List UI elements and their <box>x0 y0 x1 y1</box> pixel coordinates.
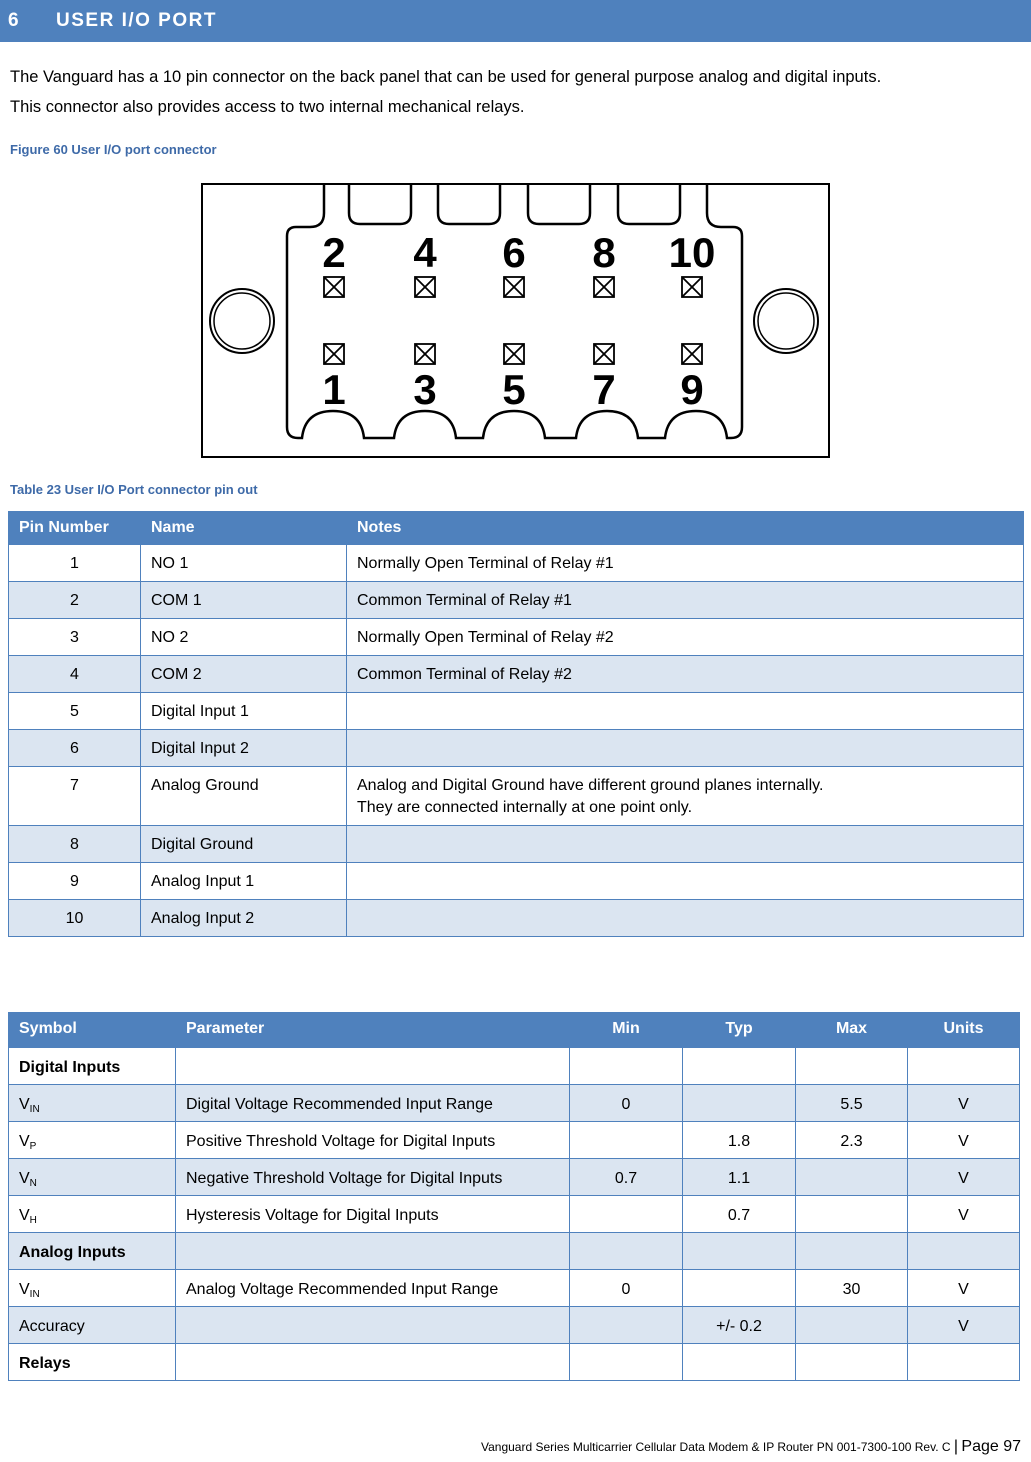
symbol-cell <box>9 1121 176 1158</box>
note-line: Normally Open Terminal of Relay #1 <box>357 555 614 572</box>
pin-table-row <box>9 619 1024 656</box>
pin-notes-cell <box>347 619 1024 656</box>
pin-number-cell: 6 <box>9 730 141 767</box>
min-cell <box>570 1306 683 1343</box>
spec-table-header-row <box>9 1013 1020 1047</box>
pin-table-header-row <box>9 512 1024 545</box>
header-name: Name <box>141 512 347 545</box>
empty-cell <box>570 1343 683 1380</box>
pin-number-cell: 4 <box>9 656 141 693</box>
empty-cell <box>176 1232 570 1269</box>
header-max: Max <box>796 1013 908 1047</box>
pin-number-cell: 5 <box>9 693 141 730</box>
pin-label-4: 4 <box>413 229 437 276</box>
symbol-text: V <box>19 1169 30 1187</box>
min-cell <box>570 1195 683 1232</box>
spec-table-row <box>9 1269 1020 1306</box>
empty-cell <box>908 1047 1020 1085</box>
pin-number-cell: 9 <box>9 863 141 900</box>
pin-table-row <box>9 582 1024 619</box>
spec-table-row <box>9 1084 1020 1121</box>
header-symbol: Symbol <box>9 1013 176 1047</box>
pin-notes-cell <box>347 900 1024 937</box>
header-units: Units <box>908 1013 1020 1047</box>
empty-cell <box>176 1343 570 1380</box>
typ-cell <box>683 1269 796 1306</box>
units-cell: V <box>908 1306 1020 1343</box>
max-cell: 5.5 <box>796 1084 908 1121</box>
header-parameter: Parameter <box>176 1013 570 1047</box>
pin-notes-cell <box>347 767 1024 826</box>
spec-group-row <box>9 1343 1020 1380</box>
typ-cell: 1.1 <box>683 1158 796 1195</box>
pin-number-cell: 1 <box>9 545 141 582</box>
figure-caption: Figure 60 User I/O port connector <box>10 142 217 157</box>
typ-cell: 1.8 <box>683 1121 796 1158</box>
pin-label-5: 5 <box>502 366 526 413</box>
symbol-subscript: P <box>29 1140 37 1152</box>
symbol-cell <box>9 1158 176 1195</box>
section-heading <box>0 0 1031 42</box>
parameter-cell: Digital Voltage Recommended Input Range <box>176 1084 570 1121</box>
pin-label-2: 2 <box>322 229 346 276</box>
spec-group-row <box>9 1232 1020 1269</box>
intro-paragraph <box>10 62 1025 122</box>
intro-line-1: The Vanguard has a 10 pin connector on the back panel that can be used for general purpose analog and digital inputs. <box>10 68 882 86</box>
empty-cell <box>796 1343 908 1380</box>
units-cell: V <box>908 1121 1020 1158</box>
header-min: Min <box>570 1013 683 1047</box>
spec-group-row <box>9 1047 1020 1085</box>
note-line: They are connected internally at one point only. <box>357 799 693 816</box>
empty-cell <box>570 1232 683 1269</box>
min-cell <box>570 1121 683 1158</box>
note-line: Common Terminal of Relay #2 <box>357 666 572 683</box>
connector-diagram <box>201 183 830 458</box>
pin-name-cell: COM 1 <box>141 582 347 619</box>
pin-label-1: 1 <box>322 366 346 413</box>
note-line: Normally Open Terminal of Relay #2 <box>357 629 614 646</box>
parameter-cell: Analog Voltage Recommended Input Range <box>176 1269 570 1306</box>
symbol-cell <box>9 1195 176 1232</box>
pin-notes-cell <box>347 545 1024 582</box>
group-label: Digital Inputs <box>9 1047 176 1085</box>
pin-notes-cell <box>347 730 1024 767</box>
max-cell <box>796 1158 908 1195</box>
pin-table-row <box>9 826 1024 863</box>
pin-notes-cell <box>347 863 1024 900</box>
group-label: Analog Inputs <box>9 1232 176 1269</box>
section-title: USER I/O PORT <box>56 10 217 31</box>
spec-table <box>8 1012 1020 1381</box>
pin-name-cell: COM 2 <box>141 656 347 693</box>
empty-cell <box>176 1047 570 1085</box>
empty-cell <box>796 1232 908 1269</box>
note-line: Common Terminal of Relay #1 <box>357 592 572 609</box>
empty-cell <box>683 1343 796 1380</box>
empty-cell <box>570 1047 683 1085</box>
min-cell: 0 <box>570 1084 683 1121</box>
pin-notes-cell <box>347 826 1024 863</box>
pin-table-row <box>9 545 1024 582</box>
page-number: Page 97 <box>961 1438 1021 1455</box>
pin-name-cell: Analog Input 1 <box>141 863 347 900</box>
pin-table-row <box>9 900 1024 937</box>
typ-cell: +/- 0.2 <box>683 1306 796 1343</box>
typ-cell: 0.7 <box>683 1195 796 1232</box>
connector-outer-frame <box>202 184 829 457</box>
max-cell <box>796 1306 908 1343</box>
pin-label-10: 10 <box>668 229 716 276</box>
parameter-cell <box>176 1306 570 1343</box>
header-notes: Notes <box>347 512 1024 545</box>
pin-number-cell: 2 <box>9 582 141 619</box>
pin-notes-cell <box>347 582 1024 619</box>
pin-label-8: 8 <box>592 229 616 276</box>
footer-document-title: Vanguard Series Multicarrier Cellular Data Modem & IP Router PN 001-7300-100 Rev. C <box>481 1440 951 1454</box>
pin-notes-cell <box>347 656 1024 693</box>
min-cell: 0 <box>570 1269 683 1306</box>
header-typ: Typ <box>683 1013 796 1047</box>
pin-name-cell: NO 2 <box>141 619 347 656</box>
footer-separator: | <box>953 1438 959 1455</box>
symbol-subscript: N <box>29 1177 37 1189</box>
pin-name-cell: Analog Input 2 <box>141 900 347 937</box>
intro-line-2: This connector also provides access to two internal mechanical relays. <box>10 98 525 116</box>
pin-label-3: 3 <box>413 366 437 413</box>
parameter-cell: Negative Threshold Voltage for Digital Inputs <box>176 1158 570 1195</box>
symbol-subscript: IN <box>29 1103 40 1115</box>
symbol-subscript: IN <box>29 1288 40 1300</box>
section-number: 6 <box>8 10 21 31</box>
pin-number-cell: 8 <box>9 826 141 863</box>
pin-label-7: 7 <box>592 366 616 413</box>
group-label: Relays <box>9 1343 176 1380</box>
max-cell: 30 <box>796 1269 908 1306</box>
typ-cell <box>683 1084 796 1121</box>
pin-number-cell: 3 <box>9 619 141 656</box>
spec-table-row <box>9 1158 1020 1195</box>
pin-table-row <box>9 863 1024 900</box>
symbol-text: V <box>19 1280 30 1298</box>
spec-table-row <box>9 1195 1020 1232</box>
symbol-text: V <box>19 1206 30 1224</box>
max-cell <box>796 1195 908 1232</box>
symbol-cell <box>9 1269 176 1306</box>
empty-cell <box>908 1232 1020 1269</box>
header-pin-number: Pin Number <box>9 512 141 545</box>
pin-table-row <box>9 767 1024 826</box>
empty-cell <box>908 1343 1020 1380</box>
pin-number-cell: 10 <box>9 900 141 937</box>
symbol-cell <box>9 1084 176 1121</box>
note-line: Analog and Digital Ground have different ground planes internally. <box>357 777 824 794</box>
units-cell: V <box>908 1269 1020 1306</box>
pin-label-9: 9 <box>680 366 704 413</box>
min-cell: 0.7 <box>570 1158 683 1195</box>
parameter-cell: Hysteresis Voltage for Digital Inputs <box>176 1195 570 1232</box>
empty-cell <box>796 1047 908 1085</box>
pin-number-cell: 7 <box>9 767 141 826</box>
page-footer <box>481 1438 1021 1456</box>
pin-name-cell: Digital Ground <box>141 826 347 863</box>
symbol-text: V <box>19 1132 30 1150</box>
table-caption: Table 23 User I/O Port connector pin out <box>10 482 258 497</box>
pin-name-cell: Analog Ground <box>141 767 347 826</box>
pin-name-cell: Digital Input 1 <box>141 693 347 730</box>
symbol-text: Accuracy <box>19 1317 85 1335</box>
empty-cell <box>683 1232 796 1269</box>
pin-name-cell: Digital Input 2 <box>141 730 347 767</box>
spec-table-row <box>9 1121 1020 1158</box>
units-cell: V <box>908 1195 1020 1232</box>
pin-notes-cell <box>347 693 1024 730</box>
pin-table-row <box>9 730 1024 767</box>
pin-table-row <box>9 693 1024 730</box>
spec-table-row <box>9 1306 1020 1343</box>
symbol-subscript: H <box>29 1214 37 1226</box>
symbol-cell <box>9 1306 176 1343</box>
pin-name-cell: NO 1 <box>141 545 347 582</box>
empty-cell <box>683 1047 796 1085</box>
units-cell: V <box>908 1084 1020 1121</box>
pin-table-row <box>9 656 1024 693</box>
symbol-text: V <box>19 1095 30 1113</box>
parameter-cell: Positive Threshold Voltage for Digital Inputs <box>176 1121 570 1158</box>
max-cell: 2.3 <box>796 1121 908 1158</box>
pin-table <box>8 511 1024 937</box>
units-cell: V <box>908 1158 1020 1195</box>
pin-label-6: 6 <box>502 229 526 276</box>
